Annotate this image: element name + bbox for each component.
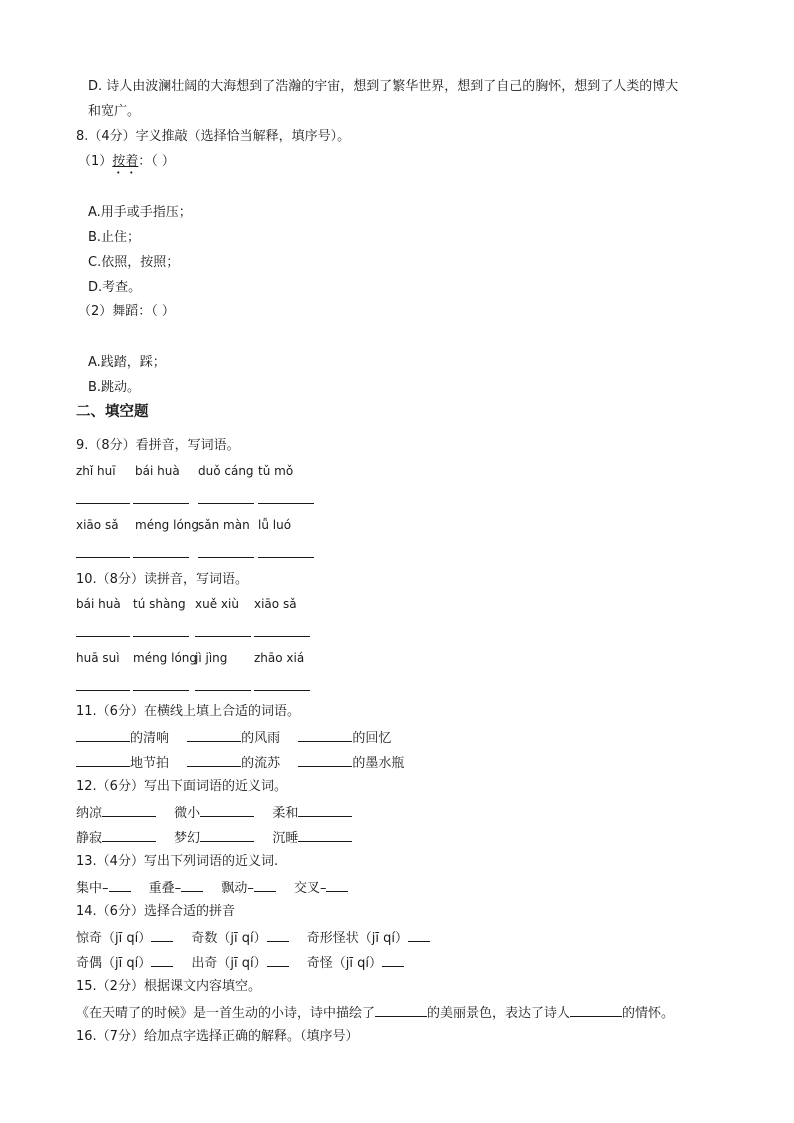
q11-blank-6[interactable] [298, 753, 352, 767]
q8-sub1-tail: ：（ ） [138, 154, 175, 169]
q14-blank-2[interactable] [267, 928, 289, 942]
q12-row1 [76, 803, 352, 823]
q9-pinyin-3: duǒ cáng [198, 464, 254, 478]
section-title: 二、填空题 [76, 404, 149, 420]
q14-item-3: 奇形怪状（jī qí） [306, 931, 408, 946]
q15-blank-1[interactable] [375, 1003, 427, 1017]
q10-pinyin-6: méng lóng [133, 651, 198, 665]
q11-row1 [76, 728, 391, 748]
q13-blank-4[interactable] [326, 878, 348, 892]
q13-blank-2[interactable] [181, 878, 203, 892]
q10-pinyin-8: zhāo xiá [254, 651, 305, 665]
q11-row2 [76, 753, 404, 773]
q13-word-4: 交叉– [293, 881, 327, 896]
q10-blank-8[interactable] [254, 690, 310, 691]
q7-option-d-line2: 和宽广。 [88, 104, 141, 119]
q14-item-5: 出奇（jī qí） [191, 956, 267, 971]
q14-blank-3[interactable] [408, 928, 430, 942]
q9-blank-1[interactable] [76, 503, 130, 504]
q12-word-5: 梦幻 [174, 831, 201, 846]
q14-item-2: 奇数（jī qí） [191, 931, 267, 946]
q14-blank-5[interactable] [267, 953, 289, 967]
q12-header: 12.（6分）写出下面词语的近义词。 [76, 779, 287, 794]
q12-word-6: 沉睡 [272, 831, 299, 846]
q11-phrase-1: 的清响 [130, 731, 170, 746]
q15-sentence [76, 1003, 674, 1023]
q10-blank-4[interactable] [254, 636, 310, 637]
q9-blank-3[interactable] [198, 503, 254, 504]
q9-pinyin-6: méng lóng [135, 518, 200, 532]
q11-phrase-3: 的回忆 [352, 731, 392, 746]
q12-word-2: 微小 [174, 806, 201, 821]
q8-sub2-option-b: B.跳动。 [88, 380, 141, 395]
q10-pinyin-2: tú shàng [133, 597, 186, 611]
q12-blank-4[interactable] [102, 828, 156, 842]
q12-word-1: 纳凉 [76, 806, 103, 821]
q9-pinyin-8: lǚ luó [258, 518, 292, 532]
q10-pinyin-1: bái huà [76, 597, 121, 611]
q14-blank-1[interactable] [151, 928, 173, 942]
q14-header: 14.（6分）选择合适的拼音 [76, 904, 235, 919]
q9-header: 9.（8分）看拼音，写词语。 [76, 438, 240, 453]
q9-blank-5[interactable] [76, 557, 130, 558]
q9-blank-8[interactable] [258, 557, 314, 558]
q11-phrase-6: 的墨水瓶 [352, 756, 405, 771]
q9-pinyin-5: xiāo sǎ [76, 518, 119, 532]
q8-sub1-option-b: B.止住； [88, 230, 141, 245]
q10-header: 10.（8分）读拼音，写词语。 [76, 572, 248, 587]
q11-blank-1[interactable] [76, 728, 130, 742]
q10-blank-6[interactable] [133, 690, 189, 691]
q8-sub1 [78, 153, 175, 177]
q11-header: 11.（6分）在横线上填上合适的词语。 [76, 704, 300, 719]
q15-part1: 《在天晴了的时候》是一首生动的小诗，诗中描绘了 [76, 1006, 376, 1021]
q9-pinyin-4: tǔ mǒ [258, 464, 294, 478]
q14-item-6: 奇怪（jī qí） [306, 956, 382, 971]
q10-blank-7[interactable] [195, 690, 251, 691]
q13-blank-3[interactable] [254, 878, 276, 892]
q11-blank-2[interactable] [187, 728, 241, 742]
q12-blank-1[interactable] [102, 803, 156, 817]
q10-blank-1[interactable] [76, 636, 130, 637]
q8-sub1-option-a: A.用手或手指压； [88, 205, 192, 220]
q8-sub1-num: （1） [78, 154, 113, 169]
q8-sub2-option-a: A.践踏，踩； [88, 355, 166, 370]
q10-blank-2[interactable] [133, 636, 189, 637]
q10-pinyin-4: xiāo sǎ [254, 597, 297, 611]
q9-pinyin-1: zhǐ huī [76, 464, 116, 478]
q11-blank-5[interactable] [187, 753, 241, 767]
q7-option-d-line1: D. 诗人由波澜壮阔的大海想到了浩瀚的宇宙，想到了繁华世界，想到了自己的胸怀，想到了人类的博大 [88, 79, 679, 94]
q12-word-3: 柔和 [272, 806, 299, 821]
q9-blank-6[interactable] [133, 557, 189, 558]
q9-pinyin-2: bái huà [135, 464, 180, 478]
q15-blank-2[interactable] [570, 1003, 622, 1017]
q11-phrase-5: 的流苏 [241, 756, 281, 771]
q10-pinyin-7: jì jìng [195, 651, 228, 665]
q13-blank-1[interactable] [109, 878, 131, 892]
q14-row1 [76, 928, 430, 948]
q8-sub1-word: 按着 [112, 154, 139, 169]
q11-phrase-4: 地节拍 [130, 756, 170, 771]
q12-blank-6[interactable] [298, 828, 352, 842]
q8-sub1-option-d: D.考查。 [88, 280, 142, 295]
q13-word-3: 飘动– [221, 881, 254, 896]
q8-header: 8.（4分）字义推敲（选择恰当解释，填序号）。 [76, 129, 351, 144]
q9-blank-4[interactable] [258, 503, 314, 504]
q8-sub1-option-c: C.依照，按照； [88, 255, 180, 270]
q15-part3: 的情怀。 [622, 1006, 675, 1021]
q13-header: 13.（4分）写出下列词语的近义词. [76, 854, 279, 869]
q12-word-4: 静寂 [76, 831, 103, 846]
q14-item-1: 惊奇（jī qí） [76, 931, 152, 946]
q11-phrase-2: 的风雨 [241, 731, 281, 746]
q14-blank-6[interactable] [382, 953, 404, 967]
q11-blank-3[interactable] [298, 728, 352, 742]
q14-row2 [76, 953, 404, 973]
q14-blank-4[interactable] [151, 953, 173, 967]
q15-header: 15.（2分）根据课文内容填空。 [76, 979, 261, 994]
q16-header: 16.（7分）给加点字选择正确的解释。（填序号） [76, 1029, 359, 1044]
q10-blank-5[interactable] [76, 690, 130, 691]
q15-part2: 的美丽景色，表达了诗人 [427, 1006, 571, 1021]
q12-row2 [76, 828, 352, 848]
q9-blank-2[interactable] [133, 503, 189, 504]
q9-blank-7[interactable] [198, 557, 254, 558]
q8-sub2: （2）舞蹈：（ ） [78, 304, 175, 319]
q13-word-2: 重叠– [148, 881, 182, 896]
q12-blank-3[interactable] [298, 803, 352, 817]
q9-pinyin-7: sǎn màn [198, 518, 250, 532]
q10-pinyin-3: xuě xiù [195, 597, 239, 611]
q12-blank-2[interactable] [200, 803, 254, 817]
q14-item-4: 奇偶（jī qí） [76, 956, 152, 971]
q11-blank-4[interactable] [76, 753, 130, 767]
q12-blank-5[interactable] [200, 828, 254, 842]
q10-blank-3[interactable] [195, 636, 251, 637]
q10-pinyin-5: huā suì [76, 651, 120, 665]
q13-word-1: 集中– [76, 881, 109, 896]
q13-row [76, 878, 348, 898]
